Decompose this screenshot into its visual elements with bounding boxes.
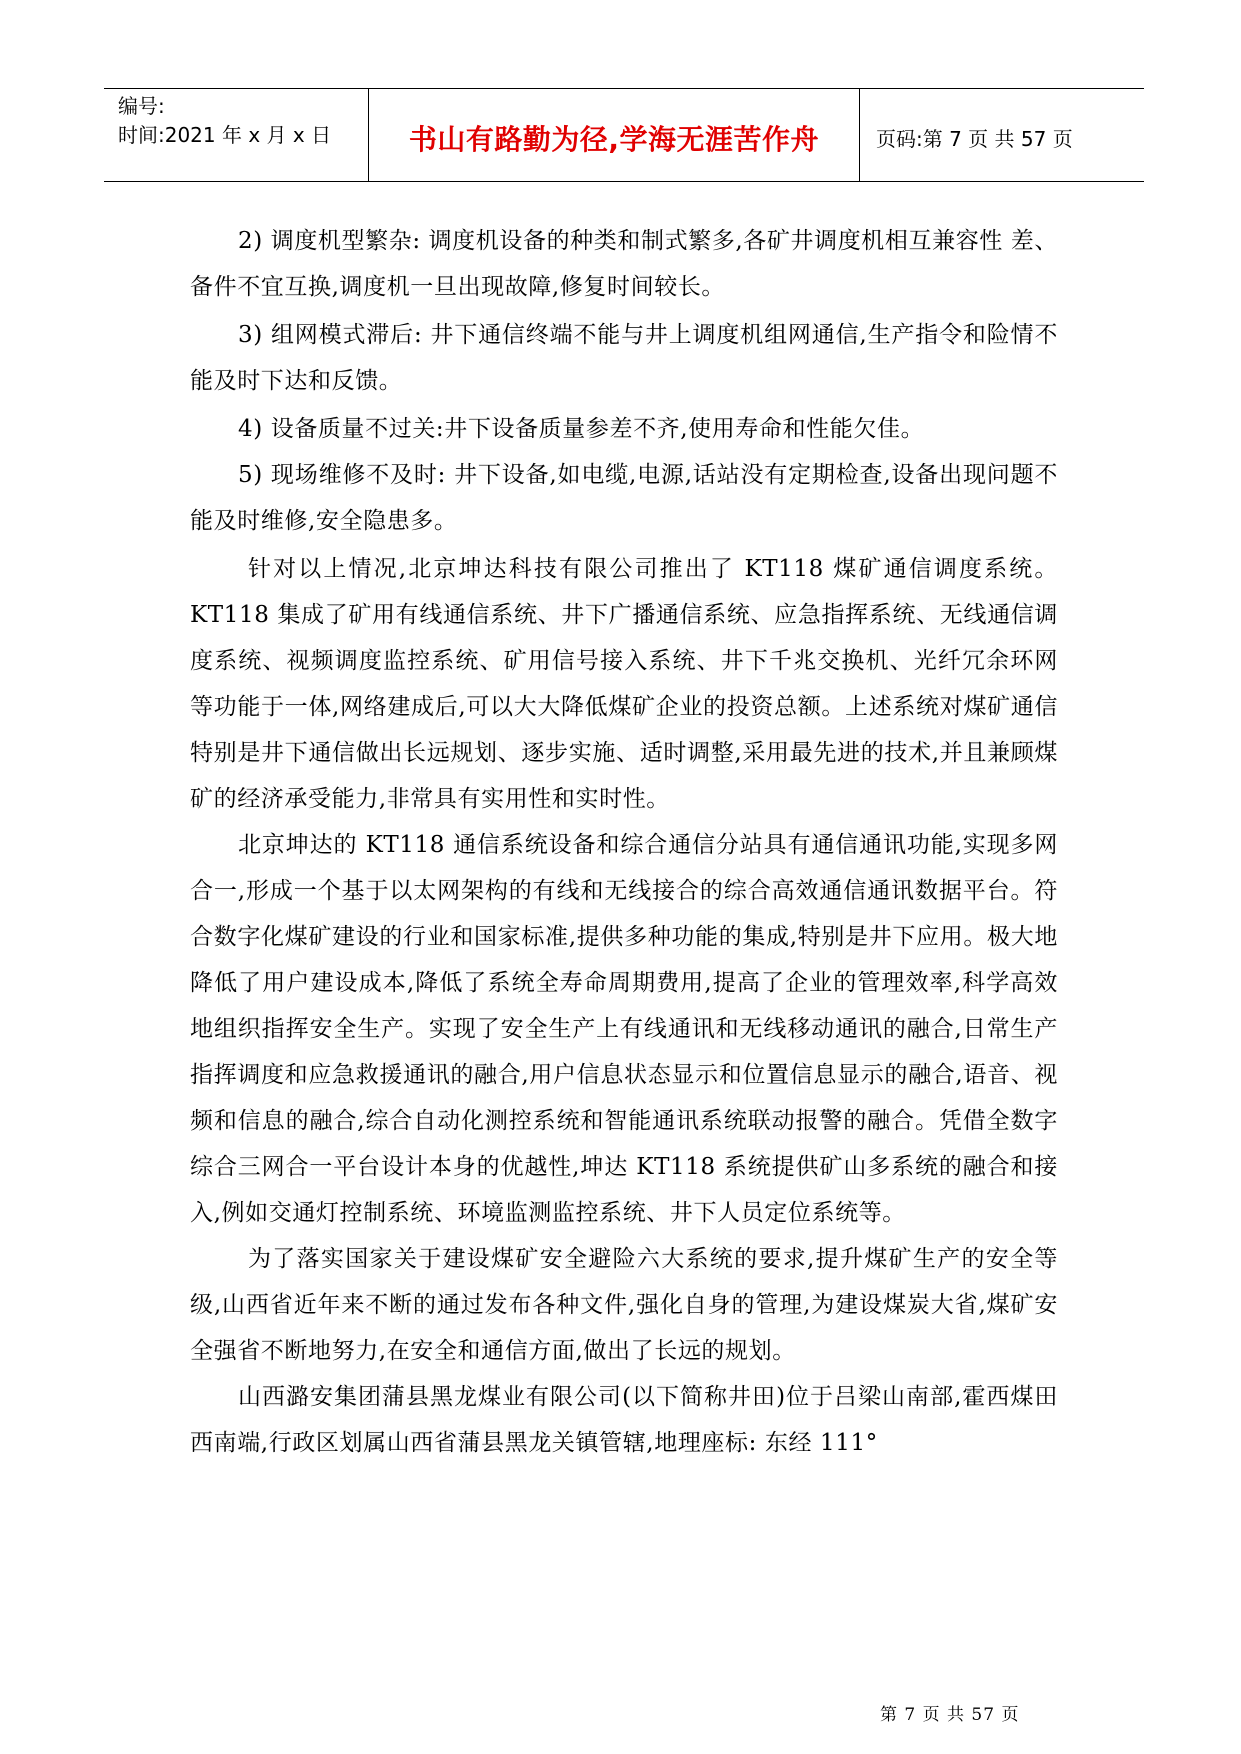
header-top-rule (104, 88, 1144, 89)
header-bottom-rule (104, 181, 1144, 182)
paragraph-item-4: 4) 设备质量不过关:井下设备质量参差不齐,使用寿命和性能欠佳。 (238, 416, 925, 442)
paragraph-kt118-intro: 针对以上情况,北京坤达科技有限公司推出了 KT118 煤矿通信调度系统。KT118 集成了矿用有线通信系统、井下广播通信系统、应急指挥系统、无线通信调度系统、视频调度监控系统、矿用信号接入系统、井下千兆交换机、光纤冗余环网等功能于一体,网络建成后,可以大大降低煤矿企业的投资总额。上述系统对煤矿通信特别是井下通信做出长远规划、逐步实施、适时调整,采用最先进的技术,并且兼顾煤矿的经济承受能力,非常具有实用性和实时性。 (190, 556, 1058, 812)
document-time-label: 时间:2021 年 x 月 x 日 (118, 123, 332, 147)
paragraph-item-5: 5) 现场维修不及时: 井下设备,如电缆,电源,话站没有定期检查,设备出现问题不能及时维修,安全隐患多。 (190, 462, 1058, 534)
paragraph-item-3: 3) 组网模式滞后: 井下通信终端不能与井上调度机组网通信,生产指令和险情不能及时下达和反馈。 (190, 322, 1058, 394)
header-page-number: 页码:第 7 页 共 57 页 (876, 127, 1073, 151)
page-footer: 第 7 页 共 57 页 (880, 1705, 1020, 1725)
document-body (190, 218, 1058, 1466)
paragraph-mine-location: 山西潞安集团蒲县黑龙煤业有限公司(以下简称井田)位于吕梁山南部,霍西煤田西南端,行政区划属山西省蒲县黑龙关镇管辖,地理座标: 东经 111° (190, 1384, 1058, 1456)
page-header (104, 88, 1144, 182)
header-meta (118, 92, 331, 150)
header-divider-right (859, 88, 860, 182)
document-number-label: 编号: (118, 94, 165, 118)
paragraph-shanxi-policy: 为了落实国家关于建设煤矿安全避险六大系统的要求,提升煤矿生产的安全等级,山西省近年来不断的通过发布各种文件,强化自身的管理,为建设煤炭大省,煤矿安全强省不断地努力,在安全和通信方面,做出了长远的规划。 (190, 1246, 1058, 1364)
paragraph-item-2: 2) 调度机型繁杂: 调度机设备的种类和制式繁多,各矿井调度机相互兼容性 差、备件不宜互换,调度机一旦出现故障,修复时间较长。 (190, 228, 1058, 300)
header-motto: 书山有路勤为径,学海无涯苦作舟 (408, 123, 820, 156)
paragraph-kt118-features: 北京坤达的 KT118 通信系统设备和综合通信分站具有通信通讯功能,实现多网合一,形成一个基于以太网架构的有线和无线接合的综合高效通信通讯数据平台。符合数字化煤矿建设的行业和国家标准,提供多种功能的集成,特别是井下应用。极大地降低了用户建设成本,降低了系统全寿命周期费用,提高了企业的管理效率,科学高效地组织指挥安全生产。实现了安全生产上有线通讯和无线移动通讯的融合,日常生产指挥调度和应急救援通讯的融合,用户信息状态显示和位置信息显示的融合,语音、视频和信息的融合,综合自动化测控系统和智能通讯系统联动报警的融合。凭借全数字综合三网合一平台设计本身的优越性,坤达 KT118 系统提供矿山多系统的融合和接入,例如交通灯控制系统、环境监测监控系统、井下人员定位系统等。 (190, 832, 1058, 1226)
